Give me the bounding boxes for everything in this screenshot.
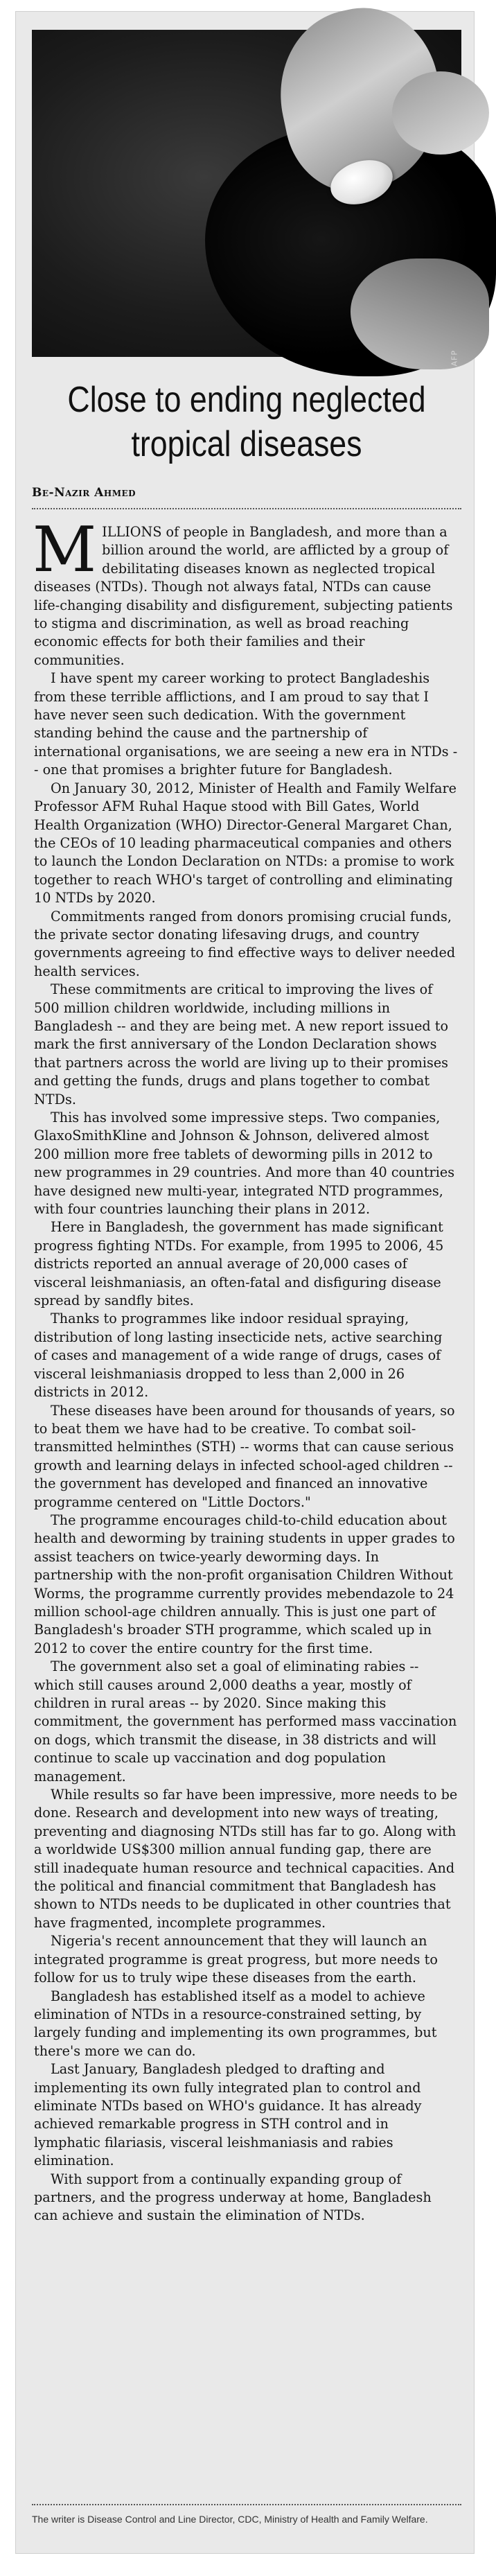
drop-cap: M	[33, 514, 97, 586]
paragraph: The programme encourages child-to-child education about health and deworming by training students in upper grades to assist teachers on twice-yearly deworming days. In partnership with the non-profit organisation Children Without Worms, the programme currently provides mebendazole to 24 million school-age children annually. This is just one part of Bangladesh's broader STH programme, which scaled up in 2012 to cover the entire country for the first time.	[34, 1512, 455, 1656]
headline-line-1: Close to ending neglected	[67, 380, 426, 420]
byline-divider	[32, 508, 461, 509]
paragraph: Thanks to programmes like indoor residual spraying, distribution of long lasting insecticide nets, active searching of cases and management of a wide range of drugs, cases of visceral leishmaniasis dropped to less than 2,000 in 26 districts in 2012.	[34, 1311, 443, 1401]
paragraph: Nigeria's recent announcement that they will launch an integrated programme is great progress, but more needs to follow for us to truly wipe these diseases from the earth.	[34, 1933, 438, 1986]
paragraph: This has involved some impressive steps. Two companies, GlaxoSmithKline and Johnson & Johnson, delivered almost 200 million more free tablets of deworming pills in 2012 to new programmes in 29 countries. And more than 40 countries have designed new multi-year, integrated NTD programmes, with four countries launching their plans in 2012.	[34, 1110, 455, 1218]
author-footnote: The writer is Disease Control and Line Director, CDC, Ministry of Health and Family Welfare.	[32, 2514, 428, 2525]
paragraph: These commitments are critical to improving the lives of 500 million children worldwide, including millions in Bangladesh -- and they are being met. A new report issued to mark the first anniversary of the London Declaration shows that partners across the world are living up to their promises and getting the funds, drugs and plans together to combat NTDs.	[34, 981, 449, 1107]
paragraph: While results so far have been impressive, more needs to be done. Research and development into new ways of treating, preventing and diagnosing NTDs still has far to go. Along with a worldwide US$300 million annual funding gap, there are still inadequate human resource and technical capacities. And the political and financial commitment that Bangladesh has shown to NTDs needs to be duplicated in other countries that have fragmented, incomplete programmes.	[34, 1787, 458, 1931]
headline-line-2: tropical diseases	[131, 424, 362, 464]
byline: Be-Nazir Ahmed	[32, 486, 136, 500]
paragraph: The government also set a goal of eliminating rabies -- which still causes around 2,000 deaths a year, mostly of children in rural areas -- by 2020. Since making this commitment, the government has performed mass vaccination on dogs, which transmit the disease, in 38 districts and will continue to scale up vaccination and dog population management.	[34, 1658, 457, 1785]
article-photo	[32, 30, 461, 367]
paragraph	[33, 514, 458, 669]
headline	[62, 378, 431, 466]
paragraph: Here in Bangladesh, the government has made significant progress fighting NTDs. For example, from 1995 to 2006, 45 districts reported an annual average of 20,000 cases of visceral leishmaniasis, an often-fatal and disfiguring disease spread by sandfly bites.	[34, 1219, 444, 1309]
paragraph: I have spent my career working to protect Bangladeshis from these terrible afflictions, and I am proud to say that I have never seen such dedication. With the government standing behind the cause and the partnership of international organisations, we are seeing a new era in NTDs -- one that promises a brighter future for Bangladesh.	[34, 670, 458, 778]
paragraph: On January 30, 2012, Minister of Health and Family Welfare Professor AFM Ruhal Haque stood with Bill Gates, World Health Organization (WHO) Director-General Margaret Chan, the CEOs of 10 leading pharmaceutical companies and others to launch the London Declaration on NTDs: a promise to work together to reach WHO's target of controlling and eliminating 10 NTDs by 2020.	[34, 780, 457, 906]
photo-thumb-shape	[392, 71, 489, 155]
paragraph-text: ILLIONS of people in Bangladesh, and more than a billion around the world, are afflicted by a group of debilitating diseases known as neglected tropical diseases (NTDs). Though not always fatal, NTDs can cause life-changing disability and disfigurement, subjecting patients to stigma and discrimination, as well as broad reaching economic effects for both their families and their communities.	[34, 524, 453, 668]
paragraph: Bangladesh has established itself as a model to achieve elimination of NTDs in a resource-constrained setting, by largely funding and implementing its own programmes, but there's more we can do.	[34, 1988, 437, 2059]
paragraph: With support from a continually expanding group of partners, and the progress underway at home, Bangladesh can achieve and sustain the elimination of NTDs.	[34, 2171, 432, 2224]
paragraph: Commitments ranged from donors promising crucial funds, the private sector donating lifesaving drugs, and country governments agreeing to find effective ways to deliver needed health services.	[34, 908, 456, 979]
footnote-divider	[32, 2504, 461, 2505]
photo-credit: AFP	[450, 350, 459, 367]
article-page	[15, 11, 475, 2554]
article-body	[33, 514, 458, 2225]
paragraph: Last January, Bangladesh pledged to drafting and implementing its own fully integrated plan to control and eliminate NTDs based on WHO's guidance. It has already achieved remarkable progress in STH control and in lymphatic filariasis, visceral leishmaniasis and rabies elimination.	[34, 2061, 422, 2169]
paragraph: These diseases have been around for thousands of years, so to beat them we have had to be creative. To combat soil-transmitted helminthes (STH) -- worms that can cause serious growth and learning delays in infected school-aged children -- the government has developed and financed an innovative programme centered on "Little Doctors."	[34, 1402, 455, 1510]
